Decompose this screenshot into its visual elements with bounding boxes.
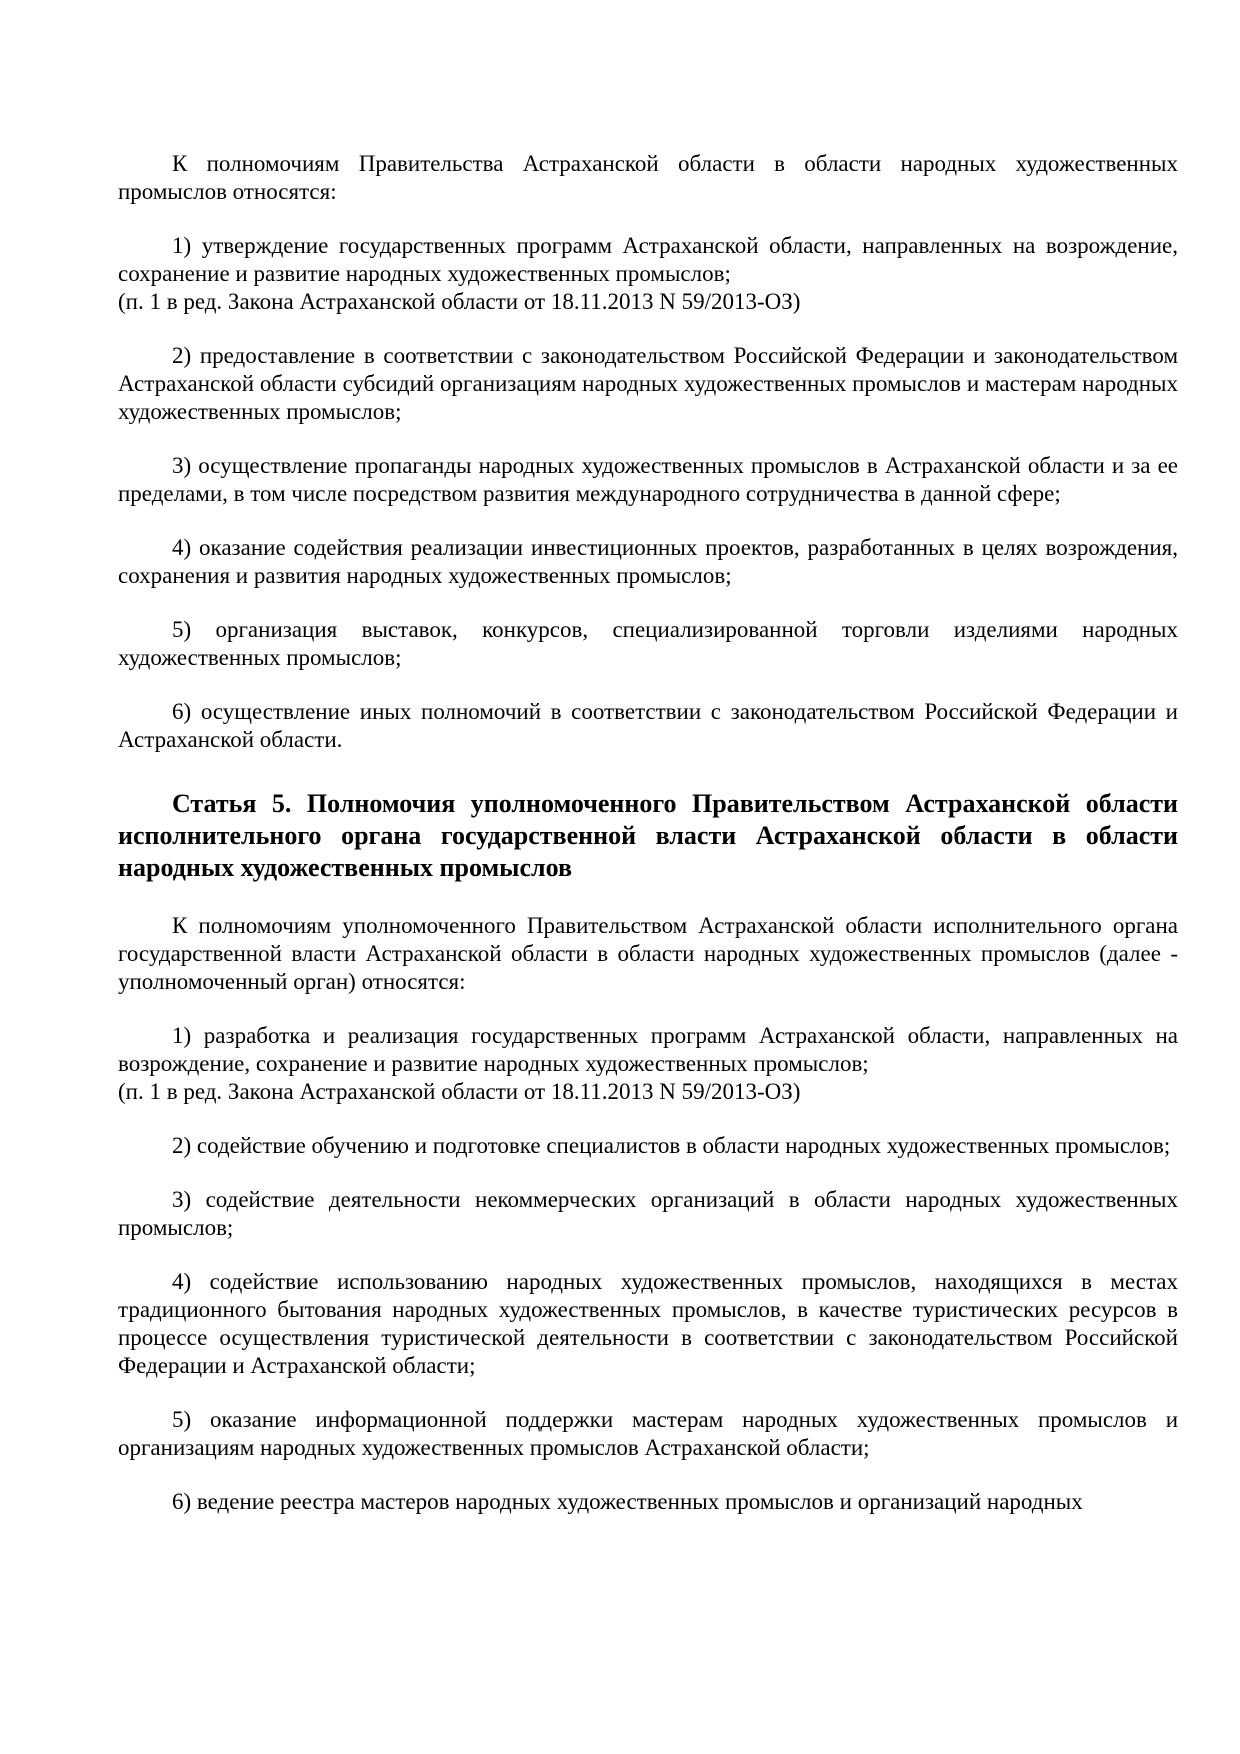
section1-item-5: 5) организация выставок, конкурсов, специализированной торговли изделиями народных художественных промыслов;: [118, 617, 1178, 670]
section1-item-1: 1) утверждение государственных программ Астраханской области, направленных на возрождение, сохранение и развитие народных художественных промыслов;: [118, 233, 1178, 286]
section1-item-3: 3) осуществление пропаганды народных художественных промыслов в Астраханской области и за ее пределами, в том числе посредством развития международного сотрудничества в данной сфере;: [118, 453, 1178, 506]
article5-item-3: 3) содействие деятельности некоммерческих организаций в области народных художественных промыслов;: [118, 1187, 1178, 1240]
article5-item-5: 5) оказание информационной поддержки мастерам народных художественных промыслов и организациям народных художественных промыслов Астраханской области;: [118, 1407, 1178, 1460]
article5-item-4: 4) содействие использованию народных художественных промыслов, находящихся в местах традиционного бытования народных художественных промыслов, в качестве туристических ресурсов в процессе осуществления туристической деятельности в соответствии с законодательством Российской Федерации и Астраханской области;: [118, 1269, 1178, 1378]
article5-intro: К полномочиям уполномоченного Правительством Астраханской области исполнительного органа государственной власти Астраханской области в области народных художественных промыслов (далее - уполномоченный орган) относятся:: [118, 913, 1178, 994]
section1-intro: К полномочиям Правительства Астраханской области в области народных художественных промыслов относятся:: [118, 151, 1178, 204]
article5-item-6: 6) ведение реестра мастеров народных художественных промыслов и организаций народных: [172, 1489, 1083, 1514]
article5-item-1-note: (п. 1 в ред. Закона Астраханской области от 18.11.2013 N 59/2013-ОЗ): [118, 1079, 801, 1104]
document-body: [118, 150, 1178, 1516]
section1-item-1-note: (п. 1 в ред. Закона Астраханской области от 18.11.2013 N 59/2013-ОЗ): [118, 289, 801, 314]
article5-item-1: 1) разработка и реализация государственных программ Астраханской области, направленных на возрождение, сохранение и развитие народных художественных промыслов;: [118, 1023, 1178, 1076]
article-5-heading: Статья 5. Полномочия уполномоченного Правительством Астраханской области исполнительного органа государственной власти Астраханской области в области народных художественных промыслов: [118, 789, 1178, 882]
section1-item-2: 2) предоставление в соответствии с законодательством Российской Федерации и законодательством Астраханской области субсидий организациям народных художественных промыслов и мастерам народных художественных промыслов;: [118, 343, 1178, 424]
section1-item-6: 6) осуществление иных полномочий в соответствии с законодательством Российской Федерации и Астраханской области.: [118, 699, 1178, 752]
article5-item-2: 2) содействие обучению и подготовке специалистов в области народных художественных промыслов;: [172, 1133, 1171, 1158]
section1-item-4: 4) оказание содействия реализации инвестиционных проектов, разработанных в целях возрождения, сохранения и развития народных художественных промыслов;: [118, 535, 1178, 588]
